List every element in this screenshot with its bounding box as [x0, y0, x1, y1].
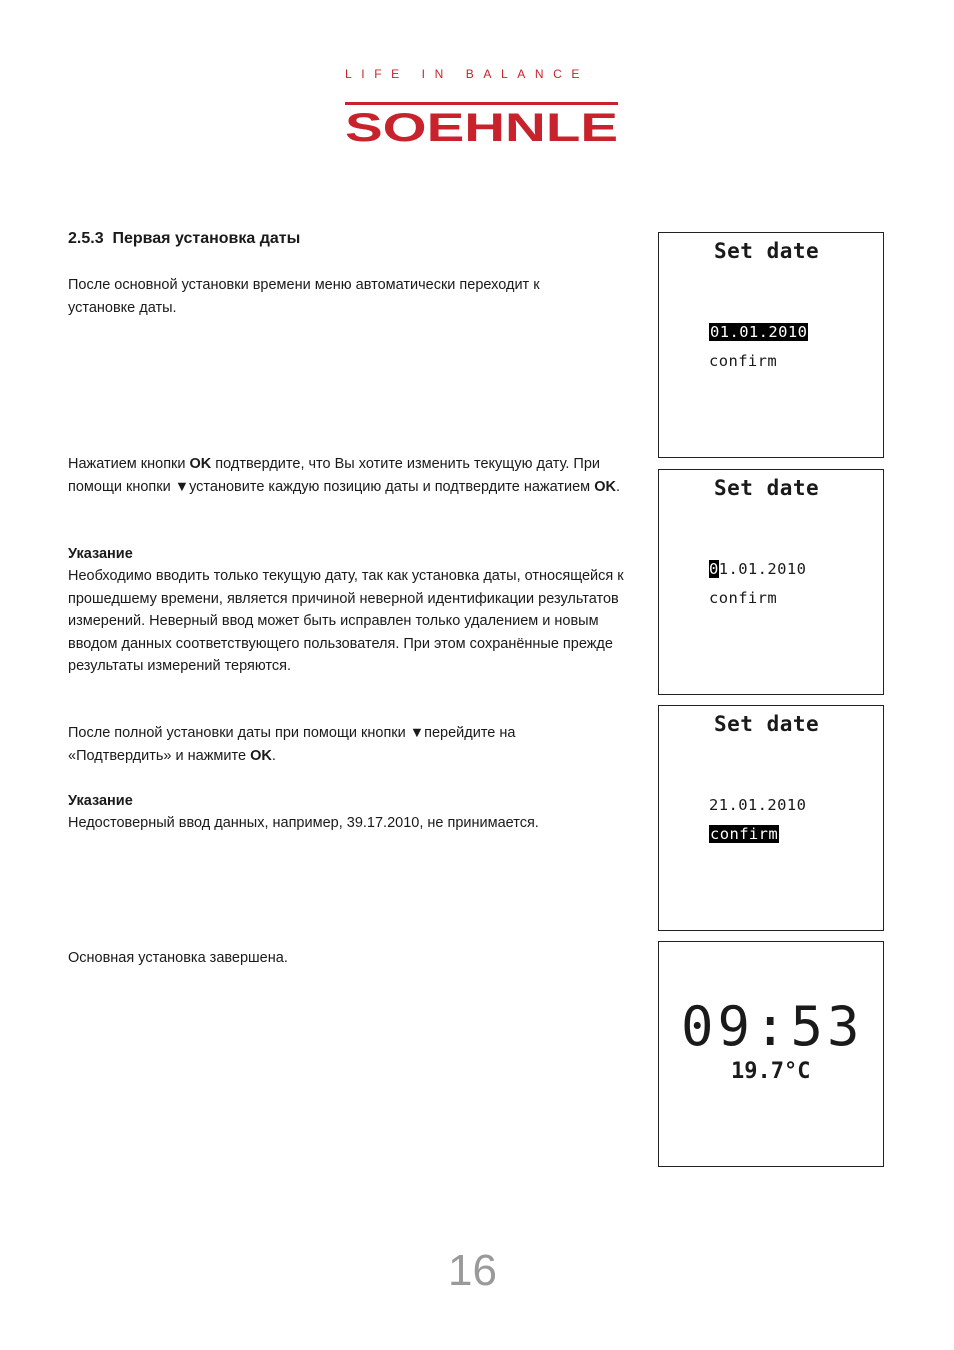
display-time: 09:53: [681, 995, 864, 1058]
note-label-2: Указание: [68, 793, 133, 809]
confirm-paragraph: Нажатием кнопки OK подтвердите, что Вы хотите изменить текущую дату. При помощи кнопки ▼установите каждую позицию даты и подтвердите нажатием OK.: [68, 456, 620, 495]
note-paragraph-2: Недостоверный ввод данных, например, 39.17.2010, не принимается.: [68, 815, 539, 831]
display-screen-2: [658, 469, 884, 695]
section-title: [68, 230, 300, 248]
brand-tagline: LIFE IN BALANCE: [345, 67, 590, 81]
section-title-text: Первая установка даты: [112, 230, 301, 247]
display-confirm: confirm: [709, 352, 778, 370]
done-paragraph: Основная установка завершена.: [68, 950, 288, 966]
brand-rule: [345, 102, 618, 105]
display-confirm: confirm: [710, 825, 779, 843]
note-label-1: Указание: [68, 546, 133, 562]
date-cursor: 0: [709, 560, 719, 578]
display-date: 01.01.2010: [709, 560, 807, 578]
intro-paragraph: После основной установки времени меню автоматически переходит к установке даты.: [68, 277, 540, 316]
brand-logo-text: SOEHNLE: [345, 108, 618, 148]
display-title: Set date: [714, 239, 820, 263]
display-title: Set date: [714, 712, 820, 736]
display-screen-1: [658, 232, 884, 458]
display-screen-4: [658, 941, 884, 1167]
display-title: Set date: [714, 476, 820, 500]
page-number: 16: [448, 1246, 497, 1295]
display-screen-3: [658, 705, 884, 931]
section-number: 2.5.3: [68, 230, 104, 247]
note-paragraph-1: Необходимо вводить только текущую дату, так как установка даты, относящейся к прошедшему времени, является причиной неверной идентификации результатов измерений. Неверный ввод может быть исправлен только удалением и новым вводом данных соответствующего пользователя. При этом сохранённые прежде результаты измерений теряются.: [68, 568, 624, 674]
display-date: 01.01.2010: [710, 323, 808, 341]
display-date: 21.01.2010: [709, 796, 807, 814]
display-temperature: 19.7°C: [731, 1059, 811, 1084]
display-confirm: confirm: [709, 589, 778, 607]
brand-logo: [343, 108, 621, 148]
after-setup-paragraph: После полной установки даты при помощи кнопки ▼перейдите на «Подтвердить» и нажмите OK.: [68, 725, 516, 764]
